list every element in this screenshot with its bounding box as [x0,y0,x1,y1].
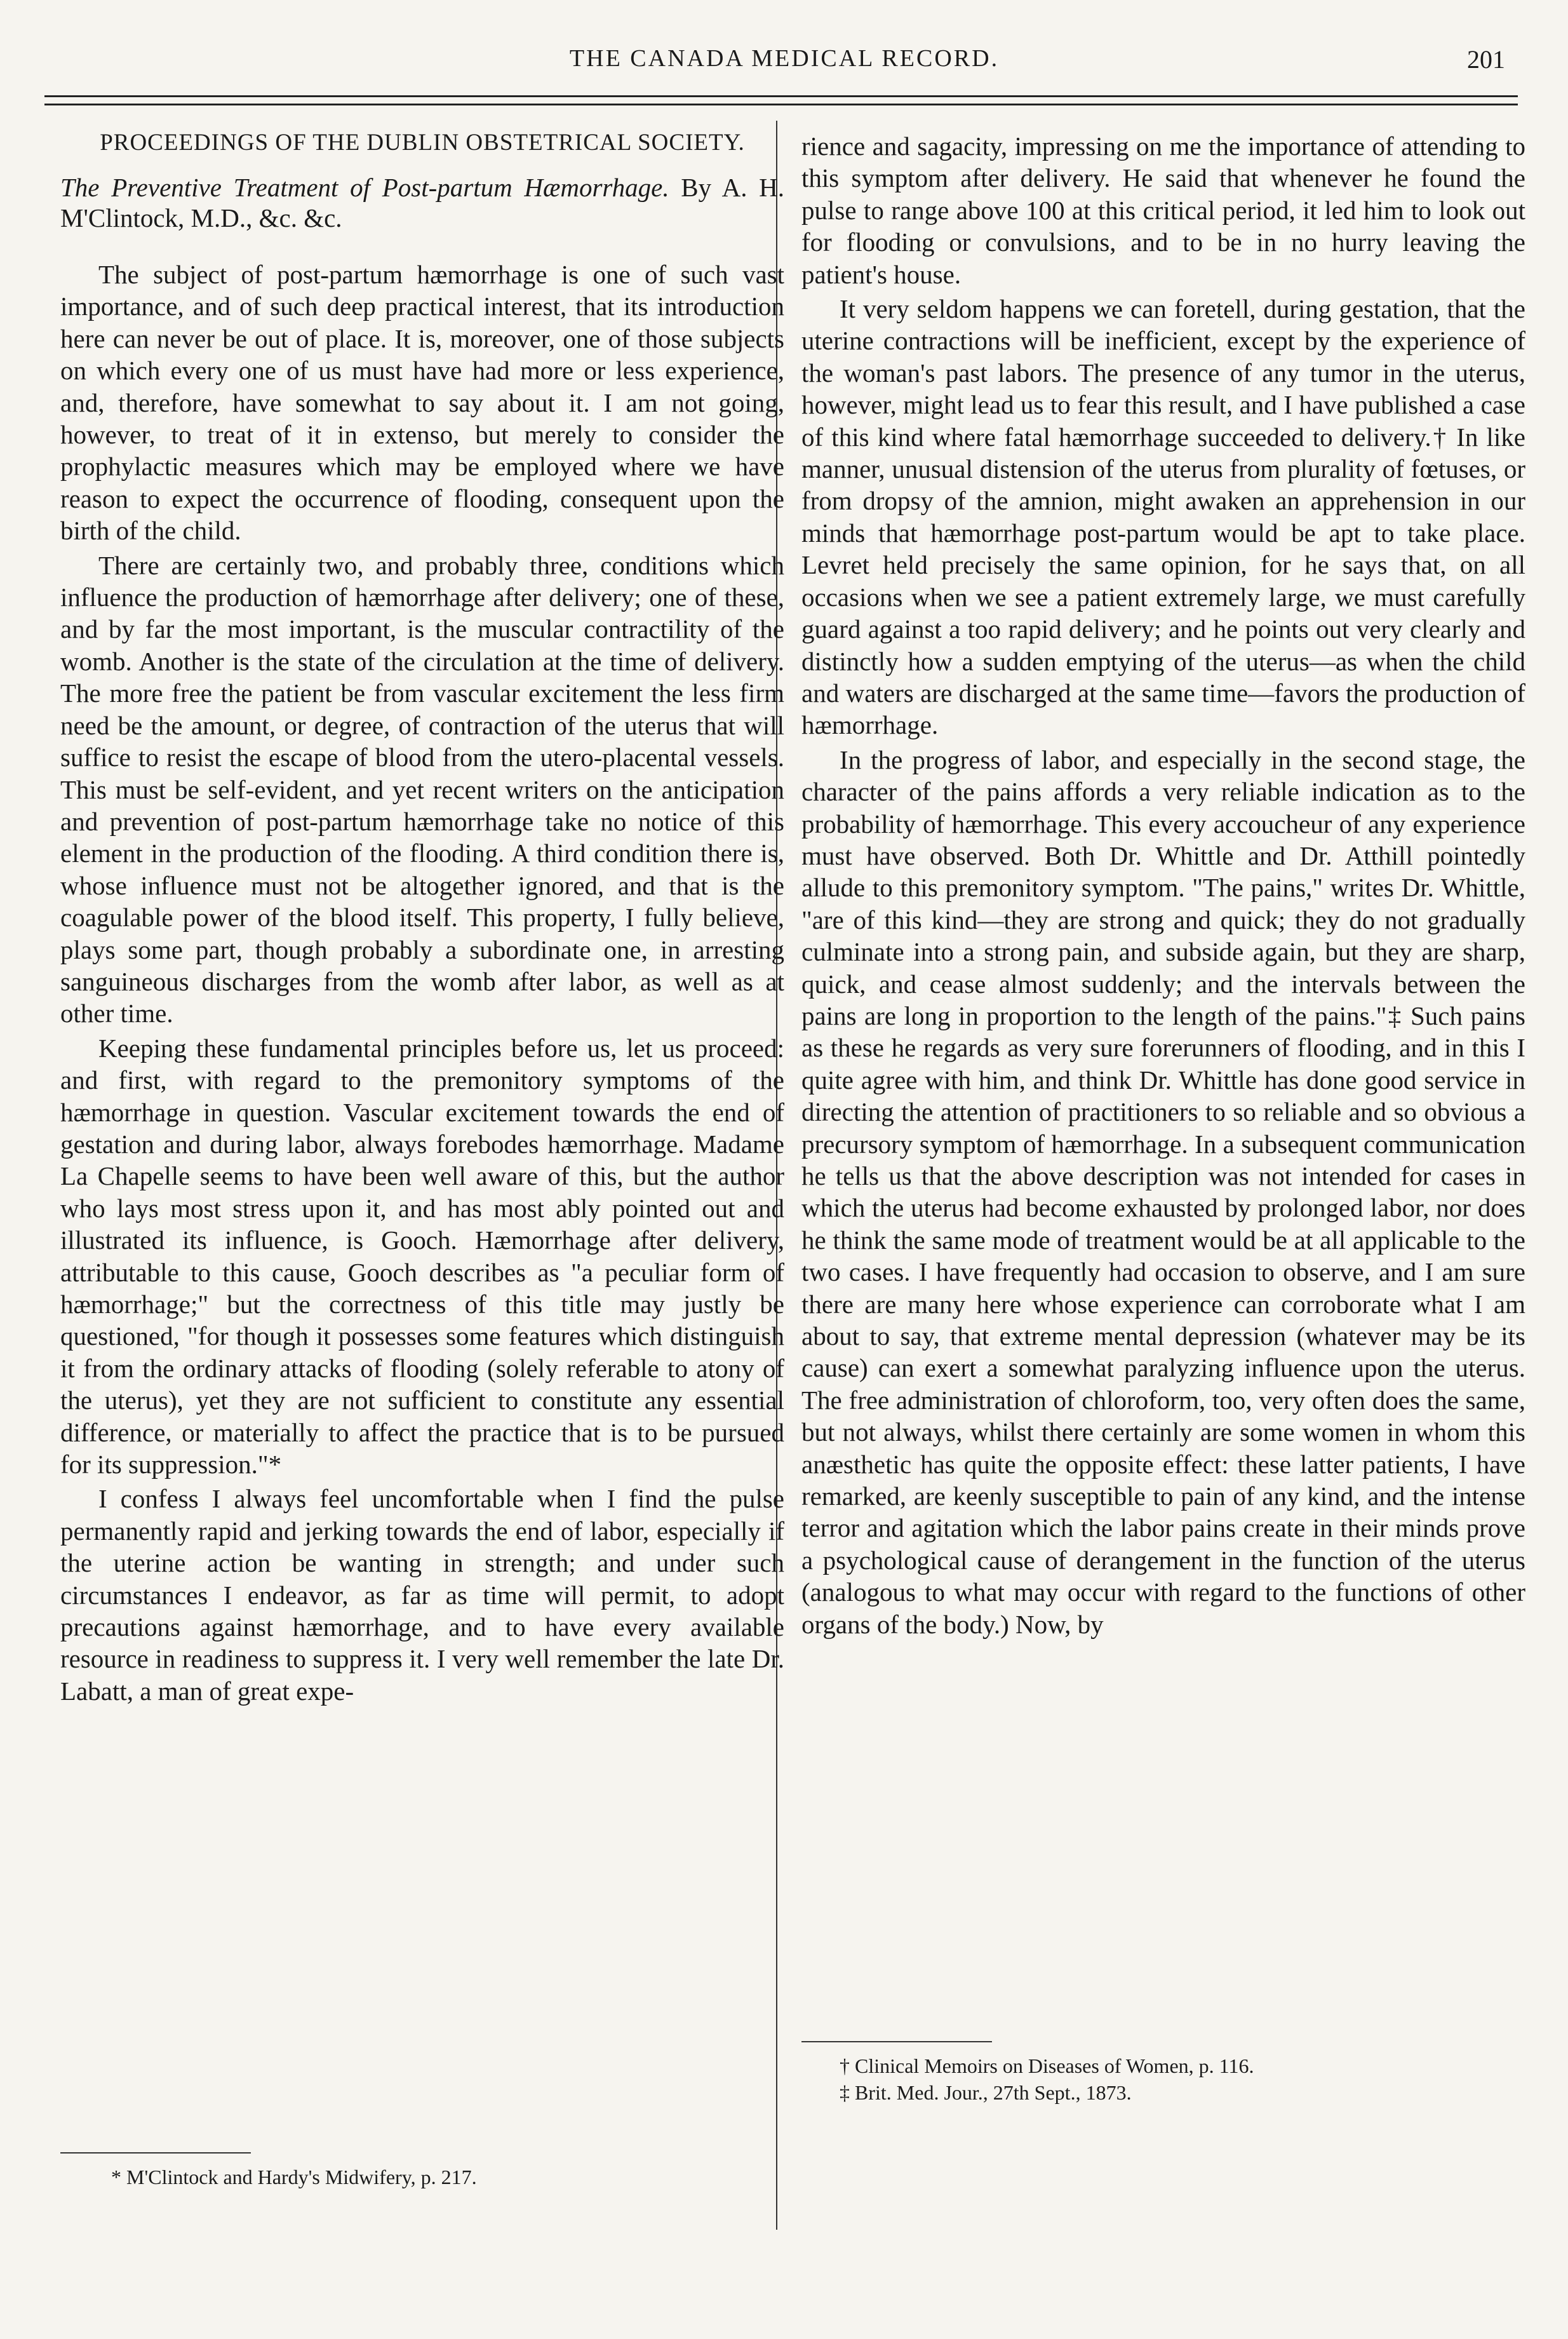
right-column [801,130,1525,1640]
footnote-rule [60,2152,251,2154]
footnote: † Clinical Memoirs on Diseases of Women, p. 116. [840,2054,1254,2077]
footnote-rule [801,2041,992,2042]
running-header [57,44,1511,102]
header-rule [44,95,1518,105]
left-footnotes [60,2141,759,2190]
body-paragraph: rience and sagacity, impressing on me the importance of attending to this symptom after delivery. He said that whenever he found the pulse to range above 100 at this critical period, it led him to look out for flooding or convulsions, and to be in no hurry leaving the patient's house. [801,131,1525,289]
right-footnotes [801,2030,1500,2106]
footnote: * M'Clintock and Hardy's Midwifery, p. 217. [111,2166,477,2188]
body-paragraph: It very seldom happens we can foretell, during gestation, that the uterine contractions will be inefficient, except by the experience of the woman's past labors. The presence of any tumor in the uterus, however, might lead us to fear this result, and I have published a case of this kind where fatal hæmorrhage succeeded to delivery.† In like manner, unusual distension of the uterus from plurality of fœtuses, or from dropsy of the amnion, might awaken an apprehension in our minds that hæmorrhage post-partum would be apt to take place. Levret held precisely the same opinion, for he says that, on all occasions when we see a patient extremely large, we must carefully guard against a too rapid delivery; and he points out very clearly and distinctly how a sudden emptying of the uterus—as when the child and waters are discharged at the same time—favors the production of hæmorrhage. [801,294,1525,740]
left-column [60,130,784,1707]
footnote: ‡ Brit. Med. Jour., 27th Sept., 1873. [840,2081,1132,2104]
article-title-block [60,172,784,233]
article-byline: By A. H. M'Clintock, M.D., &c. &c. [60,173,784,233]
body-paragraph: There are certainly two, and probably three, conditions which influence the production of hæmorrhage after delivery; one of these, and by far the most important, is the muscular contractility of the womb. Another is the state of the circulation at the time of delivery. The more free the patient be from vascular excitement the less firm need be the amount, or degree, of contraction of the uterus that will suffice to resist the escape of blood from the utero-placental vessels. This must be self-evident, and yet recent writers on the anticipation and prevention of post-partum hæmorrhage take no notice of this element in the production of the flooding. A third condition there is, whose influence must not be altogether ignored, and that is the coagulable power of the blood itself. This property, I fully believe, plays some part, though probably a subordinate one, in arresting sanguineous discharges from the womb after labor, as well as at other time. [60,550,784,1028]
body-paragraph: The subject of post-partum hæmorrhage is one of such vast importance, and of such deep practical interest, that its introduction here can never be out of place. It is, moreover, one of those subjects on which every one of us must have had more or less experience, and, therefore, have somewhat to say about it. I am not going, however, to treat of it in extenso, but merely to consider the prophylactic measures which may be employed where we have reason to expect the occurrence of flooding, consequent upon the birth of the child. [60,260,784,546]
journal-title: THE CANADA MEDICAL RECORD. [569,45,1000,72]
article-title: The Preventive Treatment of Post-partum Hæmorrhage. [60,173,669,202]
body-paragraph: Keeping these fundamental principles before us, let us proceed: and first, with regard to the premonitory symptoms of the hæmorrhage in question. Vascular excitement towards the end of gestation and during labor, always forebodes hæmorrhage. Madame La Chapelle seems to have been well aware of this, but the author who lays most stress upon it, and has most ably pointed out and illustrated its influence, is Gooch. Hæmorrhage after delivery, attributable to this cause, Gooch describes as "a peculiar form of hæmorrhage;" but the correctness of this title may justly be questioned, "for though it possesses some features which distinguish it from the ordinary attacks of flooding (solely referable to atony of the uterus), yet they are not sufficient to constitute any essential difference, or materially to affect the practice that is to be pursued for its suppression."* [60,1033,784,1480]
body-paragraph: I confess I always feel uncomfortable when I find the pulse permanently rapid and jerking towards the end of labor, especially if the uterine action be wanting in strength; and under such circumstances I endeavor, as far as time will permit, to adopt precautions against hæmorrhage, and to have every available resource in readiness to suppress it. I very well remember the late Dr. Labatt, a man of great expe- [60,1484,784,1706]
body-paragraph: In the progress of labor, and especially in the second stage, the character of the pains affords a very reliable indication as to the probability of hæmorrhage. This every accoucheur of any experience must have observed. Both Dr. Whittle and Dr. Atthill pointedly allude to this premonitory symptom. "The pains," writes Dr. Whittle, "are of this kind—they are strong and quick; they do not gradually culminate into a strong pain, and subside again, but they are sharp, quick, and cease almost suddenly; and the intervals between the pains are long in proportion to the length of the pains."‡ Such pains as these he regards as very sure forerunners of flooding, and in this I quite agree with him, and think Dr. Whittle has done good service in directing the attention of practitioners to so reliable and so obvious a precursory symptom of hæmorrhage. In a subsequent communication he tells us that the above description was not intended for cases in which the uterus had become exhausted by prolonged labor, nor does he think the same mode of treatment would be at all applicable to the two cases. I have frequently had occasion to observe, and I am sure there are many here whose experience can corroborate what I am about to say, that extreme mental depression (whatever may be its cause) can exert a somewhat paralyzing influence upon the uterus. The free administration of chloroform, too, very often does the same, but not always, whilst there certainly are some women in whom this anæsthetic has quite the opposite effect: these latter patients, I have remarked, are keenly susceptible to pain of any kind, and the intense terror and agitation which the labor pains create in their minds prove a psychological cause of derangement in the function of the uterus (analogous to what may occur with regard to the functions of other organs of the body.) Now, by [801,745,1525,1639]
page-number: 201 [1467,45,1505,74]
section-heading: PROCEEDINGS OF THE DUBLIN OBSTETRICAL SOCIETY. [100,130,745,156]
